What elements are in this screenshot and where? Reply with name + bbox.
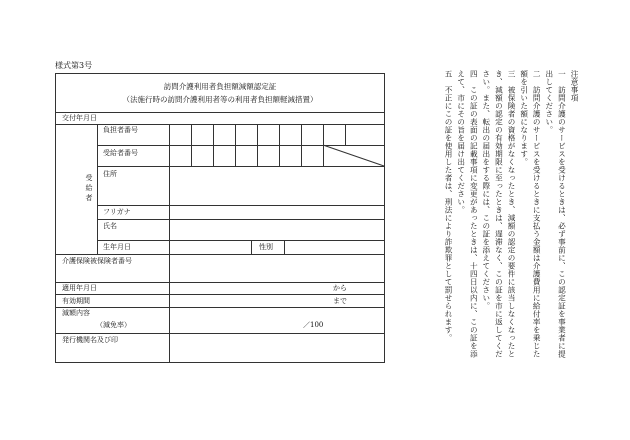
reduction-label: 減額内容 (62, 309, 90, 317)
certificate-title: 訪問介護利用者負担額減額認定証 (163, 82, 277, 91)
note-item-4: 四 この証の表面の記載事項に変更があったときは、十四日以内に、この証を添えて、市にその旨を届け出てください。 (456, 70, 479, 358)
note-item-3: 三 被保険者の資格がなくなったとき、減額の認定の要件に該当しなくなったとき、減額の認定の有効期限に至ったときは、遅滞なく、この証を市に返してください。また、転出の届出をする際には、この証を添えてください。 (481, 70, 517, 358)
rate-value: ／100 (303, 321, 324, 329)
issuer-label: 発行機関名及び印 (62, 336, 118, 344)
recipient-label: 受給者 (85, 174, 93, 204)
notes-section (400, 70, 580, 360)
until-label: まで (333, 297, 347, 305)
applicable-date-label: 適用年月日 (62, 284, 97, 292)
issue-date-label: 交付年月日 (62, 114, 97, 122)
payer-number-label: 負担者番号 (103, 126, 138, 134)
exemption-rate-label: （減免率） (96, 321, 131, 329)
from-label: から (333, 284, 347, 292)
note-item-5: 五 不正にこの証を使用した者は、刑法により詐欺罪として罰せられます。 (444, 70, 454, 342)
validity-label: 有効期間 (62, 297, 90, 305)
furigana-label: フリガナ (103, 208, 131, 216)
note-item-2: 二 訪問介護のサービスを受けるときに支払う金額は介護費用に給付率を乗じた額を引いた額になります。 (519, 70, 542, 358)
address-label: 住所 (103, 170, 117, 178)
sex-label: 性別 (259, 243, 273, 251)
insured-number-label: 介護保険被保険者番号 (62, 257, 132, 265)
form-number-label: 様式第3号 (55, 61, 93, 70)
certificate-subtitle: （法施行時の訪問介護利用者等の利用者負担額軽減措置） (122, 95, 318, 104)
certificate-form (55, 73, 385, 363)
note-item-1: 一 訪問介護のサービスを受けるときは、必ず事前に、この認定証を事業者に提出してください。 (544, 70, 567, 358)
beneficiary-number-label: 受給者番号 (103, 149, 138, 157)
notes-heading: 注意事項 (570, 70, 579, 102)
name-label: 氏名 (103, 222, 117, 230)
birthdate-label: 生年月日 (103, 243, 131, 251)
